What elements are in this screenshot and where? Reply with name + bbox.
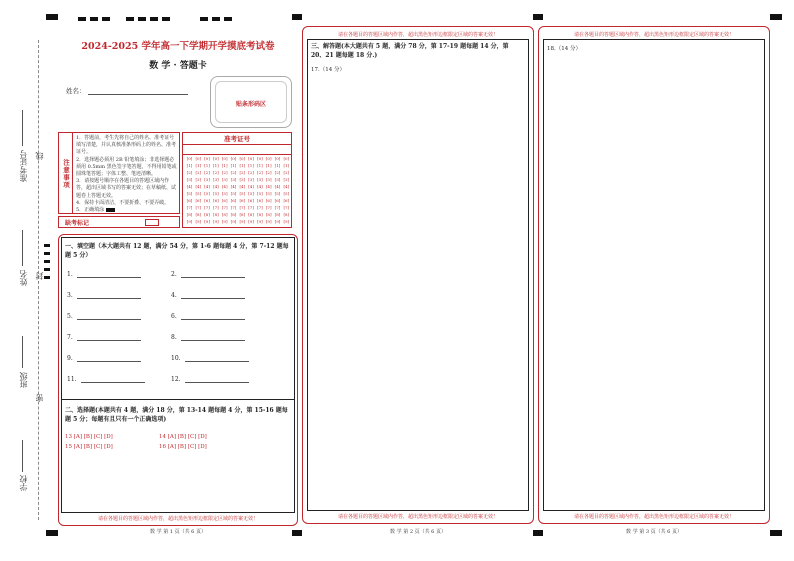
ticket-digit-bubble[interactable]: [1] bbox=[248, 163, 254, 168]
fill-in-answer-blank[interactable] bbox=[181, 332, 245, 341]
ticket-digit-bubble[interactable]: [9] bbox=[204, 219, 210, 224]
ticket-digit-bubble[interactable]: [9] bbox=[274, 219, 281, 224]
ticket-digit-bubble[interactable]: [2] bbox=[283, 170, 290, 175]
fill-in-number: 2. bbox=[171, 271, 177, 278]
fill-in-item bbox=[171, 353, 249, 362]
fill-in-panel bbox=[58, 234, 298, 526]
ticket-digit-bubble[interactable]: [1] bbox=[265, 163, 272, 168]
ticket-digit-bubble[interactable]: [1] bbox=[186, 163, 193, 168]
note-item: 4．保持卡面清洁，不要折叠、不要弄破。 bbox=[76, 199, 170, 206]
ticket-digit-bubble[interactable]: [0] bbox=[248, 156, 254, 161]
fill-in-item bbox=[67, 311, 141, 320]
fill-in-item bbox=[171, 332, 245, 341]
ticket-digit-bubble[interactable]: [1] bbox=[213, 163, 219, 168]
ticket-digit-bubble[interactable]: [9] bbox=[221, 219, 228, 224]
timing-mark bbox=[770, 14, 782, 20]
notes-box bbox=[58, 132, 180, 214]
barcode-area bbox=[210, 76, 292, 128]
ticket-digit-bubble[interactable]: [8] bbox=[195, 212, 202, 217]
sidebar-line-label: 线 bbox=[35, 152, 44, 160]
ticket-digit-bubble[interactable]: [1] bbox=[239, 163, 246, 168]
page-subtitle bbox=[58, 58, 298, 71]
fill-in-heading: 一、填空题（本大题共有 12 题，满分 54 分，第 1-6 题每题 4 分，第 7-12 题每题 5 分） bbox=[65, 243, 289, 259]
sidebar-class-label: 班级 bbox=[19, 372, 28, 388]
ticket-digit-bubble[interactable]: [8] bbox=[239, 212, 246, 217]
fill-in-number: 3. bbox=[67, 292, 73, 299]
section-divider bbox=[61, 399, 295, 400]
fill-in-number: 5. bbox=[67, 313, 73, 320]
ticket-digit-bubble[interactable]: [5] bbox=[239, 191, 246, 196]
ticket-write-row bbox=[183, 144, 291, 155]
ticket-digit-bubble[interactable]: [2] bbox=[213, 170, 219, 175]
ticket-digit-bubble[interactable]: [7] bbox=[213, 205, 219, 210]
timing-mark bbox=[200, 17, 208, 21]
ticket-digit-bubble[interactable]: [2] bbox=[257, 170, 263, 175]
timing-mark bbox=[770, 530, 782, 536]
timing-mark bbox=[212, 17, 220, 21]
ticket-digit-bubble[interactable]: [5] bbox=[283, 191, 290, 196]
fill-in-item bbox=[171, 374, 249, 383]
timing-mark bbox=[44, 252, 50, 255]
fill-in-item bbox=[171, 269, 245, 278]
fill-in-answer-blank[interactable] bbox=[181, 269, 245, 278]
ticket-digit-bubble[interactable]: [8] bbox=[204, 212, 210, 217]
binding-line bbox=[38, 40, 39, 520]
fill-in-number: 9. bbox=[67, 355, 73, 362]
fill-in-answer-blank[interactable] bbox=[77, 269, 141, 278]
notes-title: 注意事项 bbox=[62, 159, 70, 189]
ticket-digit-bubble[interactable]: [6] bbox=[283, 198, 290, 203]
ticket-digit-bubble[interactable]: [2] bbox=[274, 170, 281, 175]
ticket-digit-bubble[interactable]: [4] bbox=[204, 184, 210, 189]
sidebar-class-blank bbox=[22, 336, 23, 368]
ticket-digit-bubble[interactable]: [9] bbox=[265, 219, 272, 224]
answer-panel-2 bbox=[302, 26, 534, 524]
ticket-number-box bbox=[182, 132, 292, 228]
ticket-digit-bubble[interactable]: [3] bbox=[257, 177, 263, 182]
ticket-digit-bubble[interactable]: [1] bbox=[230, 163, 237, 168]
answer-inner-2 bbox=[307, 39, 529, 511]
ticket-digit-bubble[interactable]: [3] bbox=[265, 177, 272, 182]
warning-text: 请在各题目的答题区域内作答，超出黑色矩形边框限定区域的答案无效！ bbox=[337, 514, 498, 520]
ticket-digit-bubble[interactable]: [7] bbox=[230, 205, 237, 210]
sidebar-name-blank bbox=[22, 230, 23, 266]
answer-panel-3 bbox=[538, 26, 770, 524]
ticket-digit-bubble[interactable]: [5] bbox=[186, 191, 193, 196]
sidebar-close-label: 密 bbox=[35, 394, 44, 402]
ticket-digit-bubble[interactable]: [2] bbox=[186, 170, 193, 175]
ticket-digit-bubble[interactable]: [1] bbox=[204, 163, 210, 168]
ticket-digit-bubble[interactable]: [7] bbox=[274, 205, 281, 210]
ticket-digit-bubble[interactable]: [9] bbox=[257, 219, 263, 224]
ticket-digit-bubble[interactable]: [4] bbox=[213, 184, 219, 189]
absent-mark-box[interactable] bbox=[145, 219, 159, 226]
choice-item-13[interactable]: 13 [A] [B] [C] [D] bbox=[65, 434, 113, 440]
ticket-digit-bubble[interactable]: [4] bbox=[283, 184, 290, 189]
ticket-digit-bubble[interactable]: [3] bbox=[204, 177, 210, 182]
fill-in-item bbox=[171, 290, 245, 299]
ticket-digit-bubble[interactable]: [6] bbox=[230, 198, 237, 203]
fill-in-answer-blank[interactable] bbox=[77, 311, 141, 320]
ticket-digit-bubble[interactable]: [6] bbox=[195, 198, 202, 203]
ticket-digit-bubble[interactable]: [1] bbox=[195, 163, 202, 168]
ticket-digit-bubble[interactable]: [5] bbox=[230, 191, 237, 196]
ticket-digit-column bbox=[238, 155, 247, 225]
ticket-digit-bubble[interactable]: [0] bbox=[239, 156, 246, 161]
ticket-digit-bubble[interactable]: [6] bbox=[248, 198, 254, 203]
answer-heading: 三、解答题(本大题共有 5 题，满分 78 分，第 17-19 题每题 14 分，第 20、21 题每题 18 分.) bbox=[311, 43, 509, 59]
fill-in-answer-blank[interactable] bbox=[77, 332, 141, 341]
subtitle-text: 数 学 · 答题卡 bbox=[149, 61, 207, 71]
fill-in-answer-blank[interactable] bbox=[81, 374, 145, 383]
ticket-digit-bubble[interactable]: [4] bbox=[274, 184, 281, 189]
ticket-digit-column bbox=[264, 155, 273, 225]
ticket-digit-bubble[interactable]: [4] bbox=[265, 184, 272, 189]
fill-in-item bbox=[67, 290, 141, 299]
ticket-digit-bubble[interactable]: [4] bbox=[195, 184, 202, 189]
ticket-digit-bubble[interactable]: [6] bbox=[186, 198, 193, 203]
ticket-digit-bubble[interactable]: [6] bbox=[204, 198, 210, 203]
ticket-digit-bubble[interactable]: [1] bbox=[257, 163, 263, 168]
fill-in-answer-blank[interactable] bbox=[181, 311, 245, 320]
ticket-digit-bubble[interactable]: [9] bbox=[248, 219, 254, 224]
ticket-digit-bubble[interactable]: [2] bbox=[221, 170, 228, 175]
filled-bubble-example bbox=[106, 208, 115, 212]
ticket-digit-bubble[interactable]: [8] bbox=[257, 212, 263, 217]
ticket-digit-bubble[interactable]: [1] bbox=[283, 163, 290, 168]
timing-mark bbox=[44, 244, 50, 247]
fill-in-item bbox=[67, 332, 141, 341]
notes-list bbox=[76, 135, 177, 214]
ticket-digit-bubble[interactable]: [3] bbox=[213, 177, 219, 182]
fill-in-item bbox=[171, 311, 245, 320]
fill-in-answer-blank[interactable] bbox=[77, 353, 141, 362]
ticket-digit-bubble[interactable]: [8] bbox=[230, 212, 237, 217]
choice-item-14[interactable]: 14 [A] [B] [C] [D] bbox=[159, 434, 207, 440]
ticket-digit-bubble[interactable]: [0] bbox=[283, 156, 290, 161]
ticket-digit-bubble[interactable]: [1] bbox=[221, 163, 228, 168]
sidebar-school-label: 学校 bbox=[19, 475, 28, 491]
ticket-digit-bubble[interactable]: [8] bbox=[221, 212, 228, 217]
fill-in-number: 6. bbox=[171, 313, 177, 320]
ticket-digit-bubble[interactable]: [6] bbox=[221, 198, 228, 203]
ticket-digit-bubble[interactable]: [7] bbox=[283, 205, 290, 210]
fill-in-number: 1. bbox=[67, 271, 73, 278]
page-footer-3: 数 学 第 3 页（共 6 页） bbox=[626, 529, 682, 535]
absent-mark-label: 缺考标记 bbox=[65, 220, 90, 227]
ticket-digit-bubble[interactable]: [6] bbox=[213, 198, 219, 203]
ticket-digit-bubble[interactable]: [0] bbox=[195, 156, 202, 161]
ticket-digit-bubble[interactable]: [9] bbox=[213, 219, 219, 224]
fill-in-number: 4. bbox=[171, 292, 177, 299]
timing-mark bbox=[78, 17, 86, 21]
choice-heading: 二、选择题(本题共有 4 题，满分 18 分，第 13-14 题每题 4 分，第 15-16 题每题 5 分；每题有且只有一个正确选项) bbox=[65, 407, 288, 423]
ticket-digit-bubble[interactable]: [5] bbox=[274, 191, 281, 196]
ticket-digit-bubble[interactable]: [3] bbox=[239, 177, 246, 182]
timing-mark bbox=[46, 530, 58, 536]
ticket-digit-column bbox=[229, 155, 238, 225]
ticket-digit-column bbox=[255, 155, 264, 225]
ticket-digit-bubble[interactable]: [0] bbox=[213, 156, 219, 161]
ticket-digit-bubble[interactable]: [3] bbox=[186, 177, 193, 182]
fill-in-number: 12. bbox=[171, 376, 181, 383]
warning-text: 请在各题目的答题区域内作答，超出黑色矩形边框限定区域的答案无效！ bbox=[573, 32, 734, 38]
sidebar-ticket-blank bbox=[22, 110, 23, 146]
ticket-digit-bubble[interactable]: [6] bbox=[239, 198, 246, 203]
timing-mark bbox=[102, 17, 110, 21]
timing-mark bbox=[150, 17, 158, 21]
note-item bbox=[76, 207, 177, 214]
timing-mark bbox=[292, 14, 302, 20]
timing-mark bbox=[126, 17, 134, 21]
ticket-digit-bubble[interactable]: [8] bbox=[248, 212, 254, 217]
ticket-digit-column bbox=[282, 155, 291, 225]
ticket-digit-bubble[interactable]: [0] bbox=[204, 156, 210, 161]
fill-in-item bbox=[67, 269, 141, 278]
ticket-digit-bubble[interactable]: [0] bbox=[230, 156, 237, 161]
ticket-digit-bubble[interactable]: [3] bbox=[274, 177, 281, 182]
ticket-digit-bubble[interactable]: [0] bbox=[221, 156, 228, 161]
ticket-digit-bubble[interactable]: [2] bbox=[239, 170, 246, 175]
ticket-digit-bubble[interactable]: [6] bbox=[257, 198, 263, 203]
page-footer-1: 数 学 第 1 页（共 6 页） bbox=[150, 529, 206, 535]
ticket-digit-bubble[interactable]: [0] bbox=[274, 156, 281, 161]
note-item: 2．选择题必须用 2B 铅笔填涂；非选择题必须用 0.5mm 黑色签字笔答题，不得用铅笔或圆珠笔答题；字体工整、笔迹清晰。 bbox=[76, 156, 177, 178]
ticket-digit-bubble[interactable]: [4] bbox=[257, 184, 263, 189]
note-item: 1．答题前，考生先将自己的姓名、准考证号填写清楚，并认真核准条形码上的姓名、准考证号。 bbox=[76, 135, 177, 156]
warning-text: 请在各题目的答题区域内作答，超出黑色矩形边框限定区域的答案无效！ bbox=[573, 514, 734, 520]
ticket-digit-bubble[interactable]: [2] bbox=[248, 170, 254, 175]
ticket-digit-bubble[interactable]: [0] bbox=[257, 156, 263, 161]
timing-mark bbox=[46, 14, 58, 20]
ticket-digit-bubble[interactable]: [2] bbox=[265, 170, 272, 175]
ticket-digit-bubble[interactable]: [2] bbox=[204, 170, 210, 175]
ticket-digit-bubble[interactable]: [7] bbox=[221, 205, 228, 210]
ticket-digit-bubble[interactable]: [5] bbox=[213, 191, 219, 196]
ticket-digit-bubble[interactable]: [7] bbox=[204, 205, 210, 210]
ticket-digit-bubble[interactable]: [9] bbox=[186, 219, 193, 224]
ticket-digit-bubble[interactable]: [3] bbox=[195, 177, 202, 182]
ticket-digit-bubble[interactable]: [8] bbox=[186, 212, 193, 217]
ticket-number-label: 准考证号 bbox=[224, 135, 250, 143]
ticket-digit-column bbox=[194, 155, 203, 225]
fill-in-answer-blank[interactable] bbox=[185, 374, 249, 383]
ticket-digit-bubble[interactable]: [3] bbox=[248, 177, 254, 182]
fill-in-number: 7. bbox=[67, 334, 73, 341]
ticket-digit-bubble[interactable]: [9] bbox=[230, 219, 237, 224]
ticket-digit-bubble[interactable]: [8] bbox=[283, 212, 290, 217]
ticket-digit-column bbox=[220, 155, 229, 225]
ticket-digit-bubble[interactable]: [9] bbox=[195, 219, 202, 224]
note-item-text: 5．正确填涂 bbox=[76, 207, 105, 214]
ticket-digit-column bbox=[247, 155, 256, 225]
ticket-digit-column bbox=[273, 155, 282, 225]
ticket-digit-bubble[interactable]: [4] bbox=[230, 184, 237, 189]
ticket-digit-column bbox=[185, 155, 194, 225]
timing-mark bbox=[533, 14, 543, 20]
ticket-digit-bubble[interactable]: [0] bbox=[265, 156, 272, 161]
name-input[interactable] bbox=[88, 86, 188, 95]
fill-in-answer-blank[interactable] bbox=[185, 353, 249, 362]
notes-title-cell bbox=[59, 133, 73, 213]
timing-mark bbox=[44, 268, 50, 271]
ticket-digit-bubble[interactable]: [7] bbox=[239, 205, 246, 210]
ticket-digit-bubble[interactable]: [4] bbox=[186, 184, 193, 189]
ticket-digit-bubble[interactable]: [5] bbox=[195, 191, 202, 196]
ticket-digit-bubble[interactable]: [3] bbox=[283, 177, 290, 182]
ticket-digit-bubble[interactable]: [7] bbox=[257, 205, 263, 210]
warning-text: 请在各题目的答题区域内作答，超出黑色矩形边框限定区域的答案无效！ bbox=[97, 516, 258, 522]
sidebar-name-label: 姓名 bbox=[19, 270, 28, 286]
ticket-digit-bubble[interactable]: [5] bbox=[248, 191, 254, 196]
ticket-digit-bubble[interactable]: [3] bbox=[221, 177, 228, 182]
ticket-digit-bubble[interactable]: [8] bbox=[213, 212, 219, 217]
ticket-digit-column bbox=[203, 155, 212, 225]
ticket-digit-bubble[interactable]: [7] bbox=[248, 205, 254, 210]
timing-mark bbox=[138, 17, 146, 21]
ticket-digit-bubble[interactable]: [5] bbox=[265, 191, 272, 196]
ticket-digit-bubble[interactable]: [2] bbox=[195, 170, 202, 175]
ticket-digit-column bbox=[211, 155, 220, 225]
ticket-digit-bubble[interactable]: [1] bbox=[274, 163, 281, 168]
ticket-digit-bubble[interactable]: [5] bbox=[204, 191, 210, 196]
note-item: 3．请按题号顺序在各题目的答题区域内作答，超出区域书写的答案无效；在草稿纸、试题卷上答题无效。 bbox=[76, 178, 177, 199]
ticket-digit-bubble[interactable]: [4] bbox=[221, 184, 228, 189]
question-18-label: 18.（14 分） bbox=[547, 46, 581, 52]
ticket-digit-bubble[interactable]: [9] bbox=[283, 219, 290, 224]
ticket-digit-bubble[interactable]: [4] bbox=[239, 184, 246, 189]
ticket-digit-bubble[interactable]: [5] bbox=[257, 191, 263, 196]
ticket-bubble-grid bbox=[185, 155, 289, 227]
fill-in-number: 10. bbox=[171, 355, 181, 362]
ticket-digit-bubble[interactable]: [2] bbox=[230, 170, 237, 175]
answer-inner-3 bbox=[543, 39, 765, 511]
timing-mark bbox=[224, 17, 232, 21]
name-row bbox=[66, 86, 188, 95]
absent-mark-row bbox=[58, 216, 180, 228]
choice-item-15[interactable]: 15 [A] [B] [C] [D] bbox=[65, 444, 113, 450]
sidebar-ticket-label: 准考证号 bbox=[19, 150, 28, 182]
barcode-label: 贴条形码区 bbox=[235, 101, 266, 108]
ticket-digit-bubble[interactable]: [6] bbox=[274, 198, 281, 203]
fill-in-number: 11. bbox=[67, 376, 77, 383]
question-17-label: 17.（14 分） bbox=[311, 67, 345, 73]
ticket-digit-bubble[interactable]: [6] bbox=[265, 198, 272, 203]
ticket-digit-bubble[interactable]: [4] bbox=[248, 184, 254, 189]
ticket-digit-bubble[interactable]: [8] bbox=[265, 212, 272, 217]
sidebar-seal-label: 封 bbox=[35, 272, 44, 280]
ticket-digit-bubble[interactable]: [3] bbox=[230, 177, 237, 182]
name-label: 姓名： bbox=[66, 87, 86, 95]
ticket-digit-bubble[interactable]: [9] bbox=[239, 219, 246, 224]
fill-in-answer-blank[interactable] bbox=[77, 290, 141, 299]
ticket-digit-bubble[interactable]: [5] bbox=[221, 191, 228, 196]
fill-in-item bbox=[67, 374, 145, 383]
fill-in-answer-blank[interactable] bbox=[181, 290, 245, 299]
ticket-digit-bubble[interactable]: [7] bbox=[186, 205, 193, 210]
ticket-digit-bubble[interactable]: [0] bbox=[186, 156, 193, 161]
timing-mark bbox=[44, 260, 50, 263]
choice-item-16[interactable]: 16 [A] [B] [C] [D] bbox=[159, 444, 207, 450]
warning-text: 请在各题目的答题区域内作答，超出黑色矩形边框限定区域的答案无效！ bbox=[337, 32, 498, 38]
fill-in-number: 8. bbox=[171, 334, 177, 341]
sidebar-school-blank bbox=[22, 440, 23, 472]
timing-mark bbox=[90, 17, 98, 21]
ticket-digit-bubble[interactable]: [7] bbox=[265, 205, 272, 210]
page-title: 2024-2025 学年高一下学期开学摸底考试卷 bbox=[81, 41, 275, 52]
fill-in-item bbox=[67, 353, 141, 362]
timing-mark bbox=[162, 17, 170, 21]
ticket-digit-bubble[interactable]: [7] bbox=[195, 205, 202, 210]
page-footer-2: 数 学 第 2 页（共 6 页） bbox=[390, 529, 446, 535]
ticket-digit-bubble[interactable]: [8] bbox=[274, 212, 281, 217]
